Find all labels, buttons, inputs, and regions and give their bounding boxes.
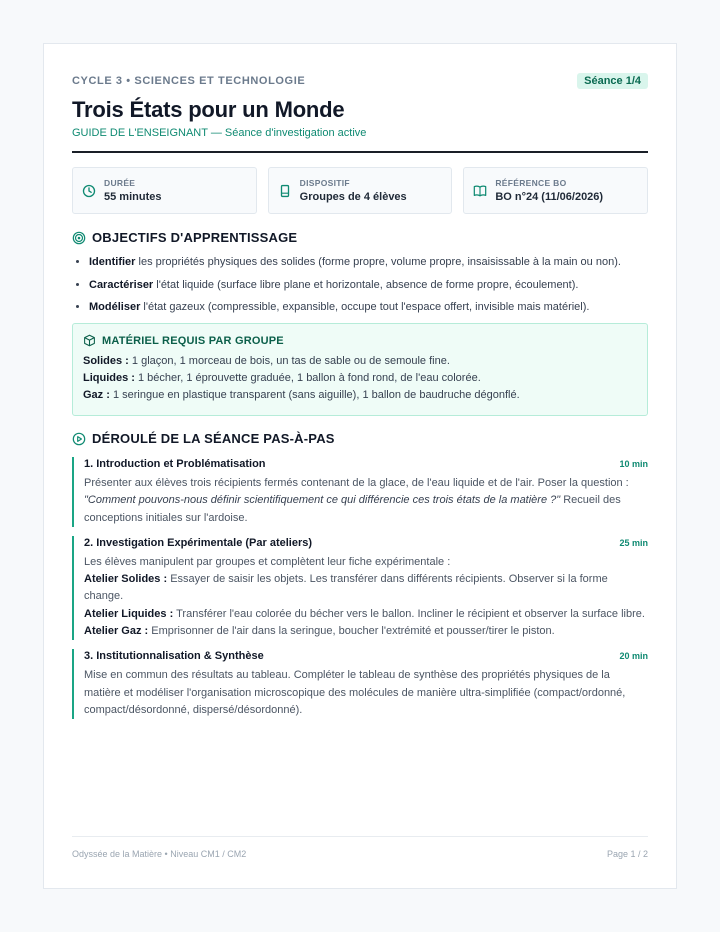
objectives-title: OBJECTIFS D'APPRENTISSAGE: [92, 230, 298, 245]
step-duration: 10 min: [619, 459, 648, 469]
step-text: Présenter aux élèves trois récipients fermés contenant de la glace, de l'eau liquide et de l'air. Poser la question :: [84, 477, 629, 489]
step-duration: 20 min: [619, 651, 648, 662]
atelier-line: [84, 571, 648, 606]
session-badge: Séance 1/4: [577, 73, 648, 89]
material-line: [83, 370, 637, 387]
atelier-text: Essayer de saisir les objets. Les transférer dans différents récipients. Observer si la forme change.: [84, 573, 608, 603]
cycle-label: CYCLE 3 • SCIENCES ET TECHNOLOGIE: [72, 75, 306, 87]
book-icon: [473, 184, 487, 198]
material-box: [72, 323, 648, 416]
step-body: [84, 475, 648, 527]
atelier-term: Atelier Gaz :: [84, 625, 149, 638]
step-body: Mise en commun des résultats au tableau. Compléter le tableau de synthèse des propriétés physiques de la matière et modéliser l'organisation microscopique des molécules de manière ultra-simplifiée (compact/ordonné, compact/désordonné, dispersé/désordonné).: [84, 669, 626, 716]
material-text: 1 seringue en plastique transparent (sans aiguille), 1 ballon de baudruche dégonflé.: [109, 389, 520, 401]
list-item: [89, 300, 648, 314]
list-item: [89, 255, 648, 269]
list-item: [89, 278, 648, 292]
step-quote: "Comment pouvons-nous définir scientifiquement ce qui différencie ces trois états de la matière ?": [84, 494, 561, 507]
card-label: DURÉE: [104, 178, 136, 188]
atelier-term: Atelier Solides :: [84, 573, 168, 586]
step-title: 3. Institutionnalisation & Synthèse: [84, 650, 264, 663]
material-heading: [83, 334, 637, 347]
device-icon: [278, 184, 292, 198]
reference-card: [463, 167, 648, 214]
step-duration: 25 min: [619, 537, 648, 548]
step-3: [72, 649, 648, 719]
step-title: 2. Investigation Expérimentale (Par ateliers): [84, 536, 313, 549]
page-title: Trois États pour un Monde: [72, 97, 345, 122]
material-line: [83, 353, 637, 370]
play-circle-icon: [72, 432, 86, 446]
setup-card: [268, 167, 453, 214]
card-value: Groupes de 4 élèves: [299, 191, 407, 203]
material-term: Solides :: [83, 355, 129, 367]
objective-term: Modéliser: [89, 301, 141, 313]
footer-left: Odyssée de la Matière • Niveau CM1 / CM2: [72, 849, 247, 859]
objective-text: l'état gazeux (compressible, expansible, occupe tout l'espace offert, invisible mais matériel).: [140, 301, 590, 313]
clock-icon: [82, 184, 96, 198]
objectives-heading: [72, 230, 648, 245]
page-subtitle: GUIDE DE L'ENSEIGNANT — Séance d'investigation active: [72, 127, 367, 139]
info-cards: [72, 167, 648, 214]
material-term: Liquides :: [83, 372, 135, 384]
step-body: [84, 554, 648, 640]
objective-term: Identifier: [89, 256, 136, 268]
header-row: [72, 72, 648, 90]
atelier-line: [84, 623, 648, 640]
document-page: [43, 43, 677, 889]
step-title: 1. Introduction et Problématisation: [84, 458, 266, 470]
atelier-text: Transférer l'eau colorée du bécher vers le ballon. Incliner le récipient et observer la surface libre.: [173, 607, 645, 620]
objectives-list: [72, 255, 648, 314]
material-term: Gaz :: [83, 389, 110, 401]
atelier-text: Emprisonner de l'air dans la seringue, boucher l'extrémité et pousser/tirer le piston.: [148, 625, 555, 638]
header-divider: [72, 151, 648, 153]
target-icon: [72, 231, 86, 245]
objective-text: l'état liquide (surface libre plane et horizontale, absence de forme propre, écoulement).: [153, 278, 579, 291]
page-number: Page 1 / 2: [606, 849, 648, 859]
step-2: [72, 536, 648, 640]
card-label: RÉFÉRENCE BO: [495, 178, 567, 188]
duration-card: [72, 167, 257, 214]
card-label: DISPOSITIF: [299, 178, 350, 188]
material-text: 1 glaçon, 1 morceau de bois, un tas de sable ou de semoule fine.: [128, 355, 450, 367]
objective-text: les propriétés physiques des solides (forme propre, volume propre, insaisissable à la main ou non).: [135, 256, 621, 268]
steps-heading: [72, 431, 648, 446]
step-text: Les élèves manipulent par groupes et complètent leur fiche expérimentale :: [84, 555, 451, 568]
atelier-term: Atelier Liquides :: [84, 607, 174, 620]
card-value: BO n°24 (11/06/2026): [495, 191, 604, 203]
material-text: 1 bécher, 1 éprouvette graduée, 1 ballon à fond rond, de l'eau colorée.: [134, 372, 481, 384]
package-icon: [83, 334, 96, 347]
step-1: [72, 457, 648, 527]
page-footer: [72, 836, 648, 859]
atelier-line: [84, 606, 648, 623]
objective-term: Caractériser: [89, 278, 154, 291]
steps-list: [72, 457, 648, 719]
material-title: MATÉRIEL REQUIS PAR GROUPE: [102, 334, 284, 347]
steps-title: DÉROULÉ DE LA SÉANCE PAS-À-PAS: [92, 431, 335, 446]
material-line: [83, 387, 637, 404]
step-text: Recueil des conceptions initiales sur l'ardoise.: [84, 494, 621, 524]
card-value: 55 minutes: [104, 191, 162, 203]
